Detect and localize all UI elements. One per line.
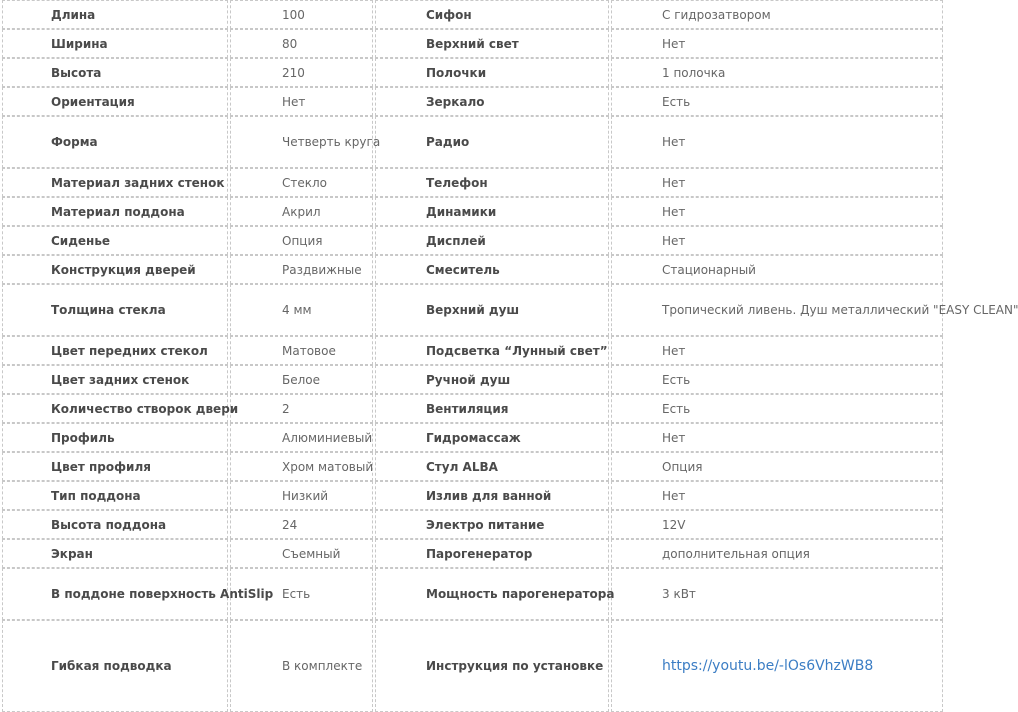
- spec-value: Нет: [611, 29, 943, 58]
- spec-value: 80: [230, 29, 373, 58]
- table-row: [2, 394, 943, 423]
- spec-value: 210: [230, 58, 373, 87]
- spec-key: Электро питание: [375, 510, 609, 539]
- spec-key: Подсветка “Лунный свет”: [375, 336, 609, 365]
- spec-key: Гибкая подводка: [2, 620, 228, 712]
- spec-value: Нет: [611, 336, 943, 365]
- spec-value: Нет: [611, 226, 943, 255]
- spec-key: Высота поддона: [2, 510, 228, 539]
- spec-key: Излив для ванной: [375, 481, 609, 510]
- spec-value: 1 полочка: [611, 58, 943, 87]
- spec-value: Тропический ливень. Душ металлический "EASY CLEAN": [611, 284, 943, 336]
- spec-key: Смеситель: [375, 255, 609, 284]
- spec-value: Стационарный: [611, 255, 943, 284]
- spec-key: Ориентация: [2, 87, 228, 116]
- spec-key: Цвет передних стекол: [2, 336, 228, 365]
- table-row: [2, 87, 943, 116]
- spec-value: Нет: [611, 481, 943, 510]
- table-row: [2, 365, 943, 394]
- spec-value: 24: [230, 510, 373, 539]
- spec-value: Нет: [230, 87, 373, 116]
- spec-value: Есть: [611, 394, 943, 423]
- spec-key: В поддоне поверхность AntiSlip: [2, 568, 228, 620]
- spec-value: Четверть круга: [230, 116, 373, 168]
- table-row: [2, 539, 943, 568]
- spec-key: Материал задних стенок: [2, 168, 228, 197]
- spec-value: Хром матовый: [230, 452, 373, 481]
- table-row: [2, 510, 943, 539]
- spec-value: Нет: [611, 197, 943, 226]
- spec-value: Нет: [611, 423, 943, 452]
- specs-table-body: [2, 0, 1018, 712]
- table-row: [2, 423, 943, 452]
- instruction-label: Инструкция по установке: [375, 620, 609, 712]
- table-row: [2, 116, 943, 168]
- spec-key: Верхний душ: [375, 284, 609, 336]
- spec-value: Есть: [230, 568, 373, 620]
- spec-key: Высота: [2, 58, 228, 87]
- table-row: [2, 168, 943, 197]
- spec-value: 3 кВт: [611, 568, 943, 620]
- spec-value: В комплекте: [230, 620, 373, 712]
- spec-value: Акрил: [230, 197, 373, 226]
- spec-value: Опция: [230, 226, 373, 255]
- spec-key: Профиль: [2, 423, 228, 452]
- youtube-instruction-link[interactable]: https://youtu.be/-lOs6VhzWB8: [662, 658, 874, 674]
- table-row: [2, 226, 943, 255]
- spec-key: Зеркало: [375, 87, 609, 116]
- spec-value: Низкий: [230, 481, 373, 510]
- spec-key: Радио: [375, 116, 609, 168]
- spec-key: Цвет профиля: [2, 452, 228, 481]
- table-row: [2, 481, 943, 510]
- spec-key: Динамики: [375, 197, 609, 226]
- spec-key: Сиденье: [2, 226, 228, 255]
- spec-key: Верхний свет: [375, 29, 609, 58]
- spec-key: Конструкция дверей: [2, 255, 228, 284]
- spec-key: Полочки: [375, 58, 609, 87]
- spec-key: Ручной душ: [375, 365, 609, 394]
- spec-key: Количество створок двери: [2, 394, 228, 423]
- spec-key: Тип поддона: [2, 481, 228, 510]
- table-row: [2, 284, 943, 336]
- table-row: [2, 29, 943, 58]
- table-row: [2, 255, 943, 284]
- spec-value: Нет: [611, 168, 943, 197]
- spec-key: Форма: [2, 116, 228, 168]
- table-row: [2, 620, 943, 712]
- spec-value: Нет: [611, 116, 943, 168]
- spec-key: Экран: [2, 539, 228, 568]
- spec-value: Есть: [611, 365, 943, 394]
- table-row: [2, 336, 943, 365]
- table-row: [2, 0, 943, 29]
- spec-value: 2: [230, 394, 373, 423]
- instruction-link-cell: [611, 620, 943, 712]
- spec-key: Стул ALBA: [375, 452, 609, 481]
- spec-key: Мощность парогенератора: [375, 568, 609, 620]
- spec-key: Сифон: [375, 0, 609, 29]
- spec-key: Вентиляция: [375, 394, 609, 423]
- spec-key: Материал поддона: [2, 197, 228, 226]
- spec-value: 4 мм: [230, 284, 373, 336]
- spec-key: Толщина стекла: [2, 284, 228, 336]
- spec-value: Стекло: [230, 168, 373, 197]
- spec-value: Раздвижные: [230, 255, 373, 284]
- spec-value: Алюминиевый: [230, 423, 373, 452]
- spec-key: Длина: [2, 0, 228, 29]
- spec-key: Гидромассаж: [375, 423, 609, 452]
- spec-value: дополнительная опция: [611, 539, 943, 568]
- table-row: [2, 568, 943, 620]
- spec-value: Съемный: [230, 539, 373, 568]
- spec-value: 100: [230, 0, 373, 29]
- spec-value: 12V: [611, 510, 943, 539]
- spec-key: Ширина: [2, 29, 228, 58]
- spec-key: Дисплей: [375, 226, 609, 255]
- spec-value: Матовое: [230, 336, 373, 365]
- table-row: [2, 197, 943, 226]
- table-row: [2, 452, 943, 481]
- spec-value: С гидрозатвором: [611, 0, 943, 29]
- table-row: [2, 58, 943, 87]
- spec-value: Белое: [230, 365, 373, 394]
- spec-key: Парогенератор: [375, 539, 609, 568]
- spec-key: Телефон: [375, 168, 609, 197]
- spec-value: Есть: [611, 87, 943, 116]
- spec-value: Опция: [611, 452, 943, 481]
- spec-key: Цвет задних стенок: [2, 365, 228, 394]
